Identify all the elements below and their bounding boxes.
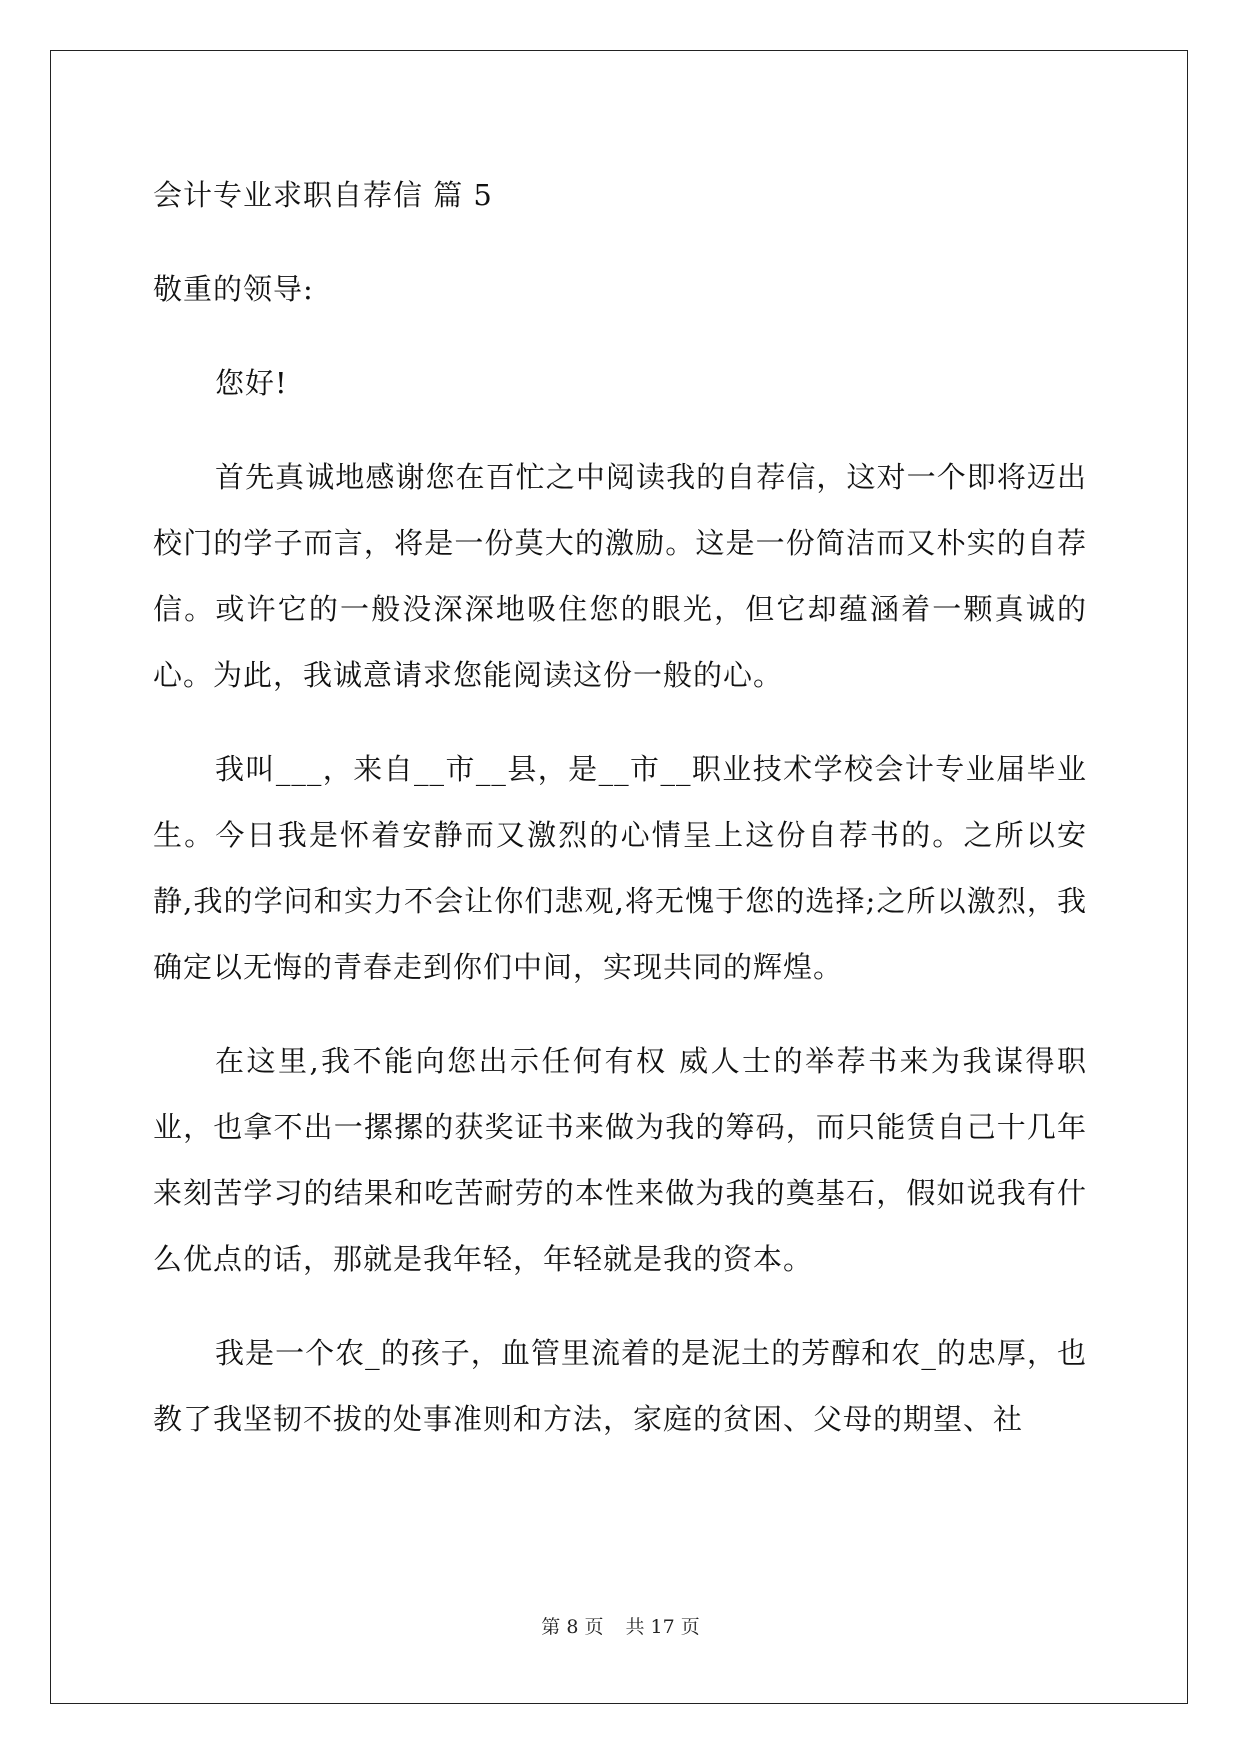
salutation: 敬重的领导: xyxy=(153,272,314,306)
document-title: 会计专业求职自荐信 篇 5 xyxy=(153,178,493,212)
greeting: 您好! xyxy=(215,366,288,400)
page-total: 共 17 页 xyxy=(625,1616,700,1638)
paragraph: 在这里,我不能向您出示任何有权 威人士的举荐书来为我谋得职业，也拿不出一摞摞的获奖证书来做为我的筹码，而只能赁自己十几年来刻苦学习的结果和吃苦耐劳的本性来做为我的奠基石，假如说我有什么优点的话，那就是我年轻，年轻就是我的资本。 xyxy=(153,1044,1087,1276)
document-body xyxy=(153,162,1087,1480)
paragraph: 首先真诚地感谢您在百忙之中阅读我的自荐信，这对一个即将迈出校门的学子而言，将是一份莫大的激励。这是一份简洁而又朴实的自荐信。或许它的一般没深深地吸住您的眼光，但它却蕴涵着一颗真诚的心。为此，我诚意请求您能阅读这份一般的心。 xyxy=(153,460,1087,692)
page-footer xyxy=(0,1612,1241,1639)
page-number: 第 8 页 xyxy=(541,1616,604,1638)
paragraph: 我叫___，来自__市__县，是__市__职业技术学校会计专业届毕业生。今日我是怀着安静而又激烈的心情呈上这份自荐书的。之所以安静,我的学问和实力不会让你们悲观,将无愧于您的选择;之所以激烈，我确定以无悔的青春走到你们中间，实现共同的辉煌。 xyxy=(153,752,1087,984)
paragraph: 我是一个农_的孩子，血管里流着的是泥土的芳醇和农_的忠厚，也教了我坚韧不拔的处事准则和方法，家庭的贫困、父母的期望、社 xyxy=(153,1336,1087,1436)
